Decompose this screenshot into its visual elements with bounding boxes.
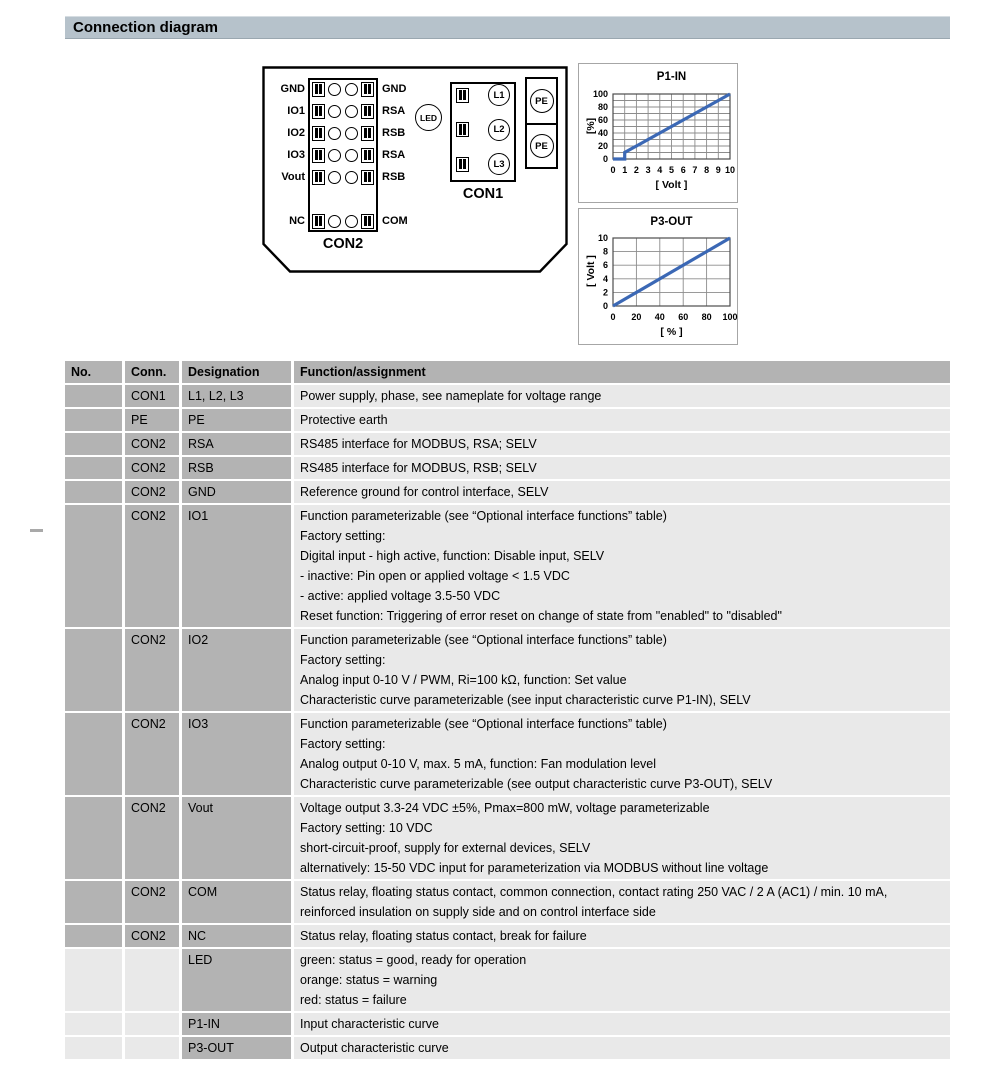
terminal-bar [368,216,371,227]
function-line: RS485 interface for MODBUS, RSA; SELV [300,437,537,451]
cell-no [65,881,122,923]
cell-designation: P3-OUT [182,1037,291,1059]
function-line: orange: status = warning [300,973,438,987]
cell-no [65,1013,122,1035]
tick-label: 80 [597,102,608,112]
con2-row [312,102,374,120]
con1-row [456,84,510,106]
cell-conn: CON1 [125,385,179,407]
cell-function [294,629,950,711]
terminal-icon [456,122,469,137]
pin-circle [345,171,358,184]
tick-label: 3 [645,165,651,175]
terminal-bar [368,172,371,183]
terminal-bar [364,128,367,139]
tick-label: 4 [657,165,663,175]
cell-function [294,457,950,479]
cell-conn: PE [125,409,179,431]
terminal-icon [456,88,469,103]
cell-designation: P1-IN [182,1013,291,1035]
tick-label: 60 [597,115,608,125]
terminal-icon [312,104,325,119]
function-line: Digital input - high active, function: Disable input, SELV [300,549,605,563]
terminal-bar [463,159,466,170]
cell-function [294,1037,950,1059]
tick-label: 1 [622,165,628,175]
pin-circle [345,215,358,228]
pin-label-left: IO2 [287,127,305,139]
tick-label: 8 [602,246,608,257]
table-header-designation: Designation [182,361,291,383]
tick-label: 6 [680,165,686,175]
function-line: Status relay, floating status contact, break for failure [300,929,587,943]
pin-label-left: IO1 [287,105,305,117]
margin-dash [30,529,43,532]
function-line: Analog input 0-10 V / PWM, Ri=100 kΩ, function: Set value [300,673,627,687]
terminal-bar [319,150,322,161]
cell-conn [125,1037,179,1059]
function-line: - inactive: Pin open or applied voltage < 1.5 VDC [300,569,570,583]
pe-pin-circle: PE [530,134,554,158]
phase-pin-circle: L1 [488,84,510,106]
cell-function [294,881,950,923]
terminal-icon [312,214,325,229]
function-line: Function parameterizable (see “Optional interface functions” table) [300,509,667,523]
cell-conn: CON2 [125,481,179,503]
con2-label: CON2 [322,236,364,252]
cell-no [65,505,122,627]
function-line: Reset function: Triggering of error reset on change of state from "enabled" to "disabled" [300,609,782,623]
con2-row [312,80,374,98]
table-header-function-assignment: Function/assignment [294,361,950,383]
terminal-bar [463,90,466,101]
function-line: RS485 interface for MODBUS, RSB; SELV [300,461,537,475]
tick-label: 0 [602,301,608,311]
cell-no [65,433,122,455]
cell-function [294,713,950,795]
section-title-bar [65,16,950,39]
cell-conn [125,949,179,1011]
connection-table [65,361,950,1059]
terminal-bar [364,172,367,183]
function-line: Factory setting: [300,653,386,667]
function-line: Voltage output 3.3-24 VDC ±5%, Pmax=800 mW, voltage parameterizable [300,801,710,815]
pe-terminals [525,77,558,169]
function-line: Factory setting: [300,529,386,543]
cell-no [65,949,122,1011]
terminal-bar [315,128,318,139]
terminal-bar [459,159,462,170]
chart-p1-in [578,63,738,203]
tick-label: 8 [704,165,710,175]
cell-function [294,481,950,503]
terminal-icon [361,148,374,163]
chart-title: P3-OUT [650,216,693,228]
tick-label: 20 [631,312,642,322]
x-axis-label: [ % ] [660,326,683,338]
tick-label: 20 [597,141,608,151]
terminal-icon [312,82,325,97]
phase-pin-circle: L2 [488,119,510,141]
cell-designation: RSA [182,433,291,455]
con1-row [456,153,510,175]
function-line: Output characteristic curve [300,1041,449,1055]
cell-conn: CON2 [125,433,179,455]
terminal-icon [361,104,374,119]
terminal-icon [361,214,374,229]
terminal-bar [319,106,322,117]
pin-circle [328,149,341,162]
y-axis-label: [ Volt ] [585,255,597,287]
pin-label-right: RSA [382,105,406,117]
con1-label: CON1 [462,186,504,202]
cell-conn: CON2 [125,505,179,627]
terminal-icon [312,148,325,163]
pe-box [525,77,558,125]
x-axis-label: [ Volt ] [655,179,688,191]
pin-circle [328,127,341,140]
pin-label-right: GND [382,83,407,95]
cell-designation: RSB [182,457,291,479]
pin-label-right: RSA [382,149,406,161]
cell-conn [125,1013,179,1035]
terminal-bar [315,106,318,117]
terminal-bar [364,150,367,161]
function-line: Function parameterizable (see “Optional interface functions” table) [300,717,667,731]
terminal-bar [319,128,322,139]
con1-row [456,119,510,141]
tick-label: 60 [678,312,689,322]
tick-label: 80 [701,312,712,322]
cell-no [65,629,122,711]
pin-label-right: RSB [382,171,406,183]
section-title: Connection diagram [73,19,219,36]
chart-p3-out [578,208,738,345]
tick-label: 40 [597,128,608,138]
terminal-icon [312,126,325,141]
con2-row [312,212,374,230]
terminal-bar [368,84,371,95]
cell-designation: LED [182,949,291,1011]
pin-circle [328,215,341,228]
pin-label-left: GND [280,83,305,95]
tick-label: 9 [715,165,721,175]
cell-function [294,1013,950,1035]
function-line: Characteristic curve parameterizable (see output characteristic curve P3-OUT), SELV [300,777,773,791]
cell-no [65,409,122,431]
cell-designation: NC [182,925,291,947]
terminal-icon [361,170,374,185]
tick-label: 0 [602,154,608,164]
function-line: Analog output 0-10 V, max. 5 mA, function: Fan modulation level [300,757,656,771]
cell-function [294,505,950,627]
terminal-bar [459,90,462,101]
function-line: short-circuit-proof, supply for external devices, SELV [300,841,591,855]
cell-conn: CON2 [125,925,179,947]
tick-label: 2 [633,165,639,175]
function-line: green: status = good, ready for operation [300,953,527,967]
data-line [613,238,730,306]
terminal-bar [319,84,322,95]
terminal-icon [456,157,469,172]
cell-no [65,385,122,407]
pin-label-right: COM [382,215,408,227]
function-line: - active: applied voltage 3.5-50 VDC [300,589,501,603]
terminal-bar [368,106,371,117]
cell-function [294,433,950,455]
cell-conn: CON2 [125,629,179,711]
con2-row [312,146,374,164]
tick-label: 100 [592,89,608,99]
terminal-bar [463,124,466,135]
con2-row [312,124,374,142]
function-line: Function parameterizable (see “Optional interface functions” table) [300,633,667,647]
cell-designation: Vout [182,797,291,879]
tick-label: 0 [610,165,616,175]
tick-label: 2 [602,287,608,298]
function-line: red: status = failure [300,993,407,1007]
function-line: Status relay, floating status contact, common connection, contact rating 250 VAC / 2 A (AC1) / min. 10 mA, reinforced insulation on supply side and on control interface side [300,885,888,919]
pin-label-right: RSB [382,127,406,139]
cell-designation: IO3 [182,713,291,795]
tick-label: 5 [668,165,675,175]
con2-row [312,168,374,186]
pin-circle [345,149,358,162]
cell-function [294,797,950,879]
table-header-conn-: Conn. [125,361,179,383]
terminal-bar [364,84,367,95]
terminal-bar [459,124,462,135]
pin-circle [345,105,358,118]
cell-no [65,797,122,879]
terminal-bar [364,106,367,117]
cell-no [65,1037,122,1059]
tick-label: 100 [722,312,738,322]
function-line: Power supply, phase, see nameplate for voltage range [300,389,602,403]
function-line: Factory setting: [300,737,386,751]
tick-label: 40 [654,312,665,322]
terminal-bar [368,150,371,161]
terminal-bar [319,172,322,183]
function-line: Factory setting: 10 VDC [300,821,433,835]
cell-no [65,457,122,479]
cell-designation: IO2 [182,629,291,711]
function-line: Characteristic curve parameterizable (see input characteristic curve P1-IN), SELV [300,693,751,707]
terminal-bar [315,84,318,95]
cell-designation: COM [182,881,291,923]
terminal-bar [315,150,318,161]
terminal-bar [315,172,318,183]
cell-function [294,949,950,1011]
tick-label: 7 [692,165,698,175]
pin-label-left: Vout [281,171,305,183]
function-line: Reference ground for control interface, SELV [300,485,549,499]
cell-conn: CON2 [125,797,179,879]
chart-title: P1-IN [656,71,687,83]
pe-box [525,123,558,169]
cell-no [65,481,122,503]
connection-diagram [262,66,568,273]
terminal-bar [315,216,318,227]
cell-function [294,409,950,431]
function-line: alternatively: 15-50 VDC input for parameterization via MODBUS without line voltage [300,861,769,875]
tick-label: 0 [610,312,616,322]
cell-conn: CON2 [125,457,179,479]
cell-conn: CON2 [125,881,179,923]
cell-conn: CON2 [125,713,179,795]
terminal-bar [364,216,367,227]
pin-circle [328,171,341,184]
cell-designation: PE [182,409,291,431]
terminal-bar [368,128,371,139]
y-axis-label: [%] [585,117,597,134]
cell-function [294,385,950,407]
pin-circle [328,83,341,96]
cell-no [65,713,122,795]
terminal-icon [361,82,374,97]
pin-circle [345,127,358,140]
cell-function [294,925,950,947]
terminal-icon [361,126,374,141]
pin-label-left: IO3 [287,149,305,161]
cell-designation: GND [182,481,291,503]
phase-pin-circle: L3 [488,153,510,175]
pin-circle [328,105,341,118]
tick-label: 6 [602,260,608,271]
table-header-no-: No. [65,361,122,383]
pin-circle [345,83,358,96]
terminal-icon [312,170,325,185]
terminal-bar [319,216,322,227]
led-indicator: LED [415,104,442,131]
pe-pin-circle: PE [530,89,554,113]
cell-designation: IO1 [182,505,291,627]
tick-label: 4 [602,273,608,284]
cell-designation: L1, L2, L3 [182,385,291,407]
tick-label: 10 [724,165,736,175]
cell-no [65,925,122,947]
tick-label: 10 [597,233,608,243]
function-line: Protective earth [300,413,388,427]
pin-label-left: NC [289,215,305,227]
function-line: Input characteristic curve [300,1017,439,1031]
